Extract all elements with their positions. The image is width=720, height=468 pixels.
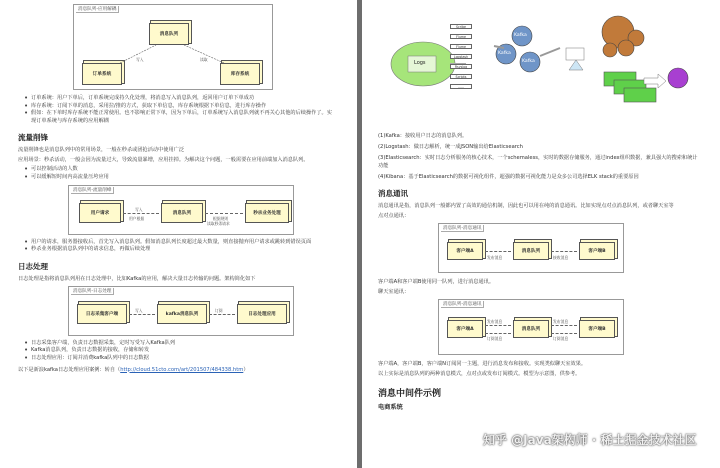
seckill-box: 秒杀业务处理: [245, 203, 289, 223]
kafka-label: Kafka: [522, 59, 535, 64]
arrow-label: 根据规则: [213, 215, 229, 221]
decoupling-diagram: [73, 4, 273, 90]
case-link[interactable]: http://cloud.51cto.com/art/201507/484338.htm: [120, 366, 244, 373]
list-line: (1)Kafka：接收用户日志的消息队列。: [378, 133, 468, 139]
list-item: • 可以缓解短时间内高流量压垮应用: [24, 174, 337, 182]
peak-diagram: [68, 185, 294, 235]
paragraph: 消息通讯是指，消息队列一般都内置了高效的通信机制，因此也可以用在纯的消息通讯。比如实现点对点消息队列，或者聊天室等: [378, 203, 674, 209]
diagram-label: 消息队列-消息通讯: [441, 225, 484, 232]
subheading-ecommerce: 电商系统: [378, 404, 403, 411]
paragraph: 应用场景：秒杀活动，一般会因为流量过大，导致流量暴增，应用挂掉。为解决这个问题，一般需要在应用前端加入消息队列。: [18, 157, 309, 164]
list-item: • 秒杀业务根据消息队列中的请求信息，再做后续处理: [24, 246, 337, 254]
arrow: [485, 325, 511, 326]
read-label: 读取: [200, 57, 208, 62]
diagram-label: 消息队列-流量削峰: [71, 187, 114, 194]
section-heading-log: 日志处理: [18, 261, 48, 271]
section-heading-msg: 消息通讯: [378, 189, 408, 198]
client-b-box: 客户端B: [579, 320, 615, 338]
arrow-label: 订阅: [215, 307, 223, 313]
paragraph: 日志处理是指将消息队列用在日志处理中，比如Kafka的应用，解决大量日志传输的问题。架构简化如下: [18, 275, 256, 282]
list-line: (2)Logstash：做日志解析，统一成JSON输出给Elasticsearch: [378, 144, 523, 150]
write-label: 写入: [136, 57, 144, 62]
p2p-diagram: [438, 223, 624, 273]
section-heading-peak: 流量削锋: [18, 133, 48, 143]
arrow-label: 写入: [135, 206, 143, 212]
peak-list: [24, 166, 337, 181]
watermark: 知乎 @Java架构师 · 稀土掘金技术社区: [483, 433, 697, 447]
arrow: [551, 333, 577, 334]
log-app-box: 日志处理应用: [237, 304, 287, 324]
message-queue-box: 消息队列: [513, 320, 549, 338]
order-system-box: 订单系统: [82, 63, 122, 85]
right-page: [362, 0, 720, 468]
arrow-label: 读取秒杀请求: [207, 220, 230, 226]
pipe-flume-2: Flume: [450, 44, 472, 49]
arrow-label: 发布消息: [553, 319, 569, 324]
arrow: [485, 333, 511, 334]
arrow: [551, 251, 577, 252]
section-heading-middleware: 消息中间件示例: [378, 389, 442, 399]
pipe-logstash: Logstash: [450, 54, 472, 59]
arrow: [551, 325, 577, 326]
elk-diagram: [378, 12, 698, 122]
peak-list-2: [24, 239, 337, 254]
paragraph: 流量削锋也是消息队列中的常用场景，一般在秒杀或团抢活动中使用广泛: [18, 147, 185, 154]
arrow: [123, 213, 159, 214]
elk-list: [378, 132, 702, 181]
p2p-title: 点对点通讯：: [378, 213, 410, 219]
user-request-box: 用户请求: [79, 203, 121, 223]
list-item: • Kafka消息队列，负责日志数据的接收，存储和转发: [24, 347, 337, 355]
arrow: [129, 314, 155, 315]
link-prefix: 以下是新浪kafka日志处理应用案例：转自（: [18, 366, 121, 373]
arrow: [205, 213, 243, 214]
log-diagram: [68, 286, 294, 336]
log-client-box: 日志采集客户端: [77, 304, 127, 324]
logs-label: Logs: [414, 60, 426, 66]
list-item: • 用户的请求，服务器接收后，首先写入消息队列。假如消息队列长度超过最大数量，则直接抛弃用户请求或跳转到错误页面: [24, 239, 337, 247]
paragraph: 以上实际是消息队列的两种消息模式，点对点或发布订阅模式。模型为示意图，供参考。: [378, 371, 581, 377]
decoupling-list: [24, 95, 337, 125]
arrow-label: 写入: [135, 307, 143, 313]
client-a-box: 客户端A: [447, 320, 483, 338]
kafka-queue-box: kafka消息队列: [157, 304, 207, 324]
arrow-label: 订阅消息: [553, 336, 569, 341]
elk-graphic: [378, 12, 698, 122]
message-queue-box: 消息队列: [149, 23, 189, 45]
stock-system-box: 库存系统: [220, 63, 260, 85]
pipe-flume: Flume: [450, 34, 472, 39]
link-suffix: ）: [243, 366, 249, 373]
list-item: • 可以控制活动的人数: [24, 166, 337, 174]
list-item: • 订单系统：用户下单后，订单系统完成持久化处理，将消息写入消息队列，返回用户订单下单成功: [24, 95, 337, 103]
kafka-label: Kafka: [514, 33, 527, 38]
diagram-label: 消息队列-消息通讯: [441, 301, 484, 308]
arrow-label: 发布消息: [487, 255, 503, 260]
arrow: [485, 251, 511, 252]
case-link-line: [18, 366, 337, 374]
list-line: (4)Kibana：基于Elasticsearch的数据可视化组件，超强的数据可视化能力是众多公司选择ELK stack的重要原因: [378, 174, 639, 180]
chat-title: 聊天室通讯：: [378, 289, 410, 295]
arrow-label: 接收消息: [553, 255, 569, 260]
pipe-rsyslog: Rsyslog: [450, 64, 472, 69]
chat-diagram: [438, 299, 624, 355]
arrow-label: 发布消息: [487, 319, 503, 324]
paragraph: 客户端A，客户端B，客户端N订阅同一主题，进行消息发布和接收。实现类似聊天室效果。: [378, 361, 587, 367]
diagram-label: 消息队列-应用解耦: [76, 6, 119, 13]
decoupling-arrows: [74, 5, 274, 91]
client-b-box: 客户端B: [579, 242, 615, 260]
log-list: [24, 340, 337, 363]
message-queue-box: 消息队列: [513, 242, 549, 260]
client-a-box: 客户端A: [447, 242, 483, 260]
arrow-label: 用户根据: [129, 215, 145, 221]
paragraph: 客户端A和客户端B使用同一队列，进行消息通讯。: [378, 279, 495, 285]
list-item: • 日志采集客户端，负责日志数据采集，定时写受写入Kafka队列: [24, 340, 337, 348]
arrow-label: 订阅消息: [487, 336, 503, 341]
left-page: [0, 0, 357, 468]
message-queue-box: 消息队列: [161, 203, 203, 223]
list-item: • 假如：在下单时库存系统不能正常使用。也不影响正常下单，因为下单后，订单系统写入消息队列就不再关心其他的后续操作了。实现订单系统与库存系统的应用解耦: [24, 110, 337, 125]
list-item: • 日志处理应用：订阅并消费kafka队列中的日志数据: [24, 355, 337, 363]
kafka-label: Kafka: [498, 51, 511, 56]
arrow: [209, 314, 235, 315]
pipe-scribe: Scribe: [450, 24, 472, 29]
list-item: • 库存系统：订阅下单的消息，采用拉/推的方式，获取下单信息，库存系统根据下单信息，进行库存操作: [24, 103, 337, 111]
diagram-label: 消息队列-日志处理: [71, 288, 114, 295]
list-line: (3)Elasticsearch：实时日志分析服务的核心技术，一个schemaless，实时的数据存储服务，通过index组织数据，兼具强大的搜索和统计功能: [378, 155, 698, 169]
pipe-scripts: Scripts: [450, 74, 472, 79]
pipe-more: ......: [450, 84, 472, 89]
